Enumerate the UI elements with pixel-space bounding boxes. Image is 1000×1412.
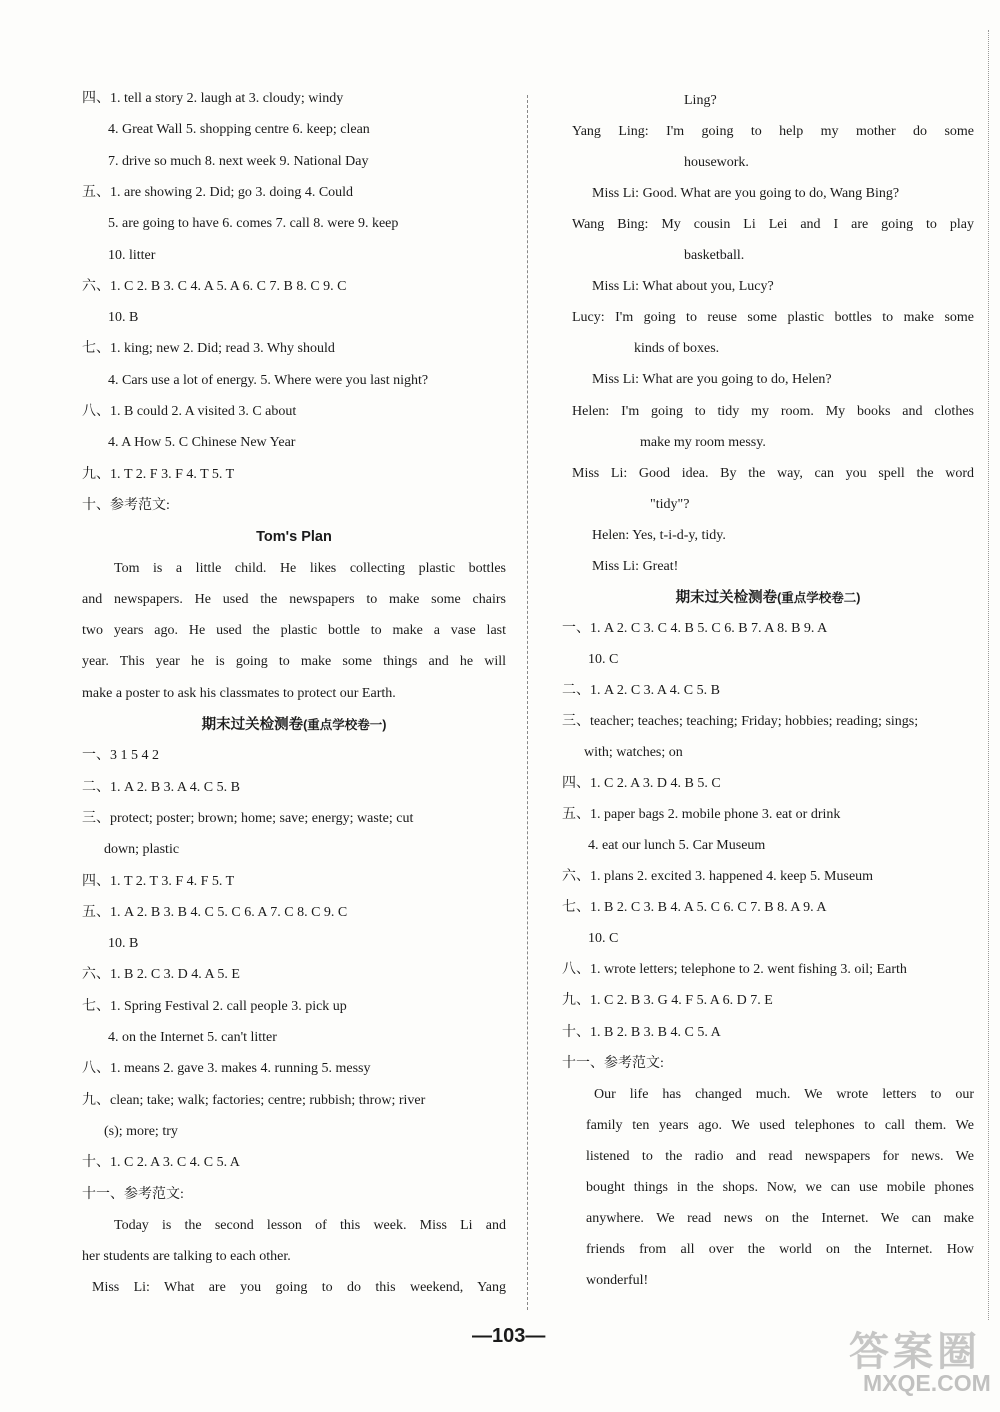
- watermark-url: MXQE.COM: [863, 1370, 991, 1396]
- essay-line: Miss Li: Good idea. By the way, can you spell the word: [572, 465, 974, 481]
- answer-line: 八、1. means 2. gave 3. makes 4. running 5. messy: [82, 1061, 371, 1077]
- answer-line: 一、1. A 2. C 3. C 4. B 5. C 6. B 7. A 8. B 9. A: [562, 620, 828, 636]
- answer-line: 四、1. T 2. T 3. F 4. F 5. T: [82, 873, 235, 889]
- answer-line: 4. on the Internet 5. can't litter: [108, 1030, 277, 1045]
- answer-line: 五、1. A 2. B 3. B 4. C 5. C 6. A 7. C 8. C 9. C: [82, 904, 348, 920]
- answer-line: 二、1. A 2. C 3. A 4. C 5. B: [562, 682, 720, 698]
- answer-line: down; plastic: [104, 842, 180, 858]
- answer-line: Miss Li: What about you, Lucy?: [592, 279, 774, 295]
- answer-line: 二、1. A 2. B 3. A 4. C 5. B: [82, 779, 240, 795]
- answer-line: 五、1. paper bags 2. mobile phone 3. eat or drink: [562, 807, 841, 823]
- answer-line: 六、1. C 2. B 3. C 4. A 5. A 6. C 7. B 8. C 9. C: [82, 278, 347, 294]
- answer-line: 八、1. B could 2. A visited 3. C about: [82, 404, 297, 419]
- answer-line: Ling?: [684, 93, 717, 108]
- essay-line: Miss Li: What are you going to do this weekend, Yang: [92, 1280, 506, 1296]
- page-number: —103—: [472, 1325, 546, 1347]
- answer-line: wonderful!: [586, 1272, 649, 1288]
- essay-line: bought things in the shops. Now, we can use mobile phones: [586, 1179, 974, 1195]
- answer-line: 5. are going to have 6. comes 7. call 8. were 9. keep: [108, 216, 399, 232]
- answer-line: Miss Li: Great!: [592, 558, 679, 574]
- section-heading: [562, 583, 974, 613]
- essay-line: Lucy: I'm going to reuse some plastic bottles to make some: [572, 310, 974, 326]
- answer-line: Miss Li: What are you going to do, Helen?: [592, 372, 832, 388]
- answer-line: 10. C: [588, 651, 619, 667]
- heading-main: 期末过关检测卷: [675, 589, 778, 606]
- section-heading: [82, 710, 506, 740]
- essay-line: Wang Bing: My cousin Li Lei and I are going to play: [572, 217, 974, 233]
- answer-line: 八、1. wrote letters; telephone to 2. went fishing 3. oil; Earth: [562, 962, 907, 978]
- answer-line: 三、protect; poster; brown; home; save; energy; waste; cut: [82, 810, 414, 826]
- answer-line: 7. drive so much 8. next week 9. National Day: [108, 153, 369, 169]
- essay-line: friends from all over the world on the Internet. How: [586, 1241, 974, 1257]
- answer-line: housework.: [684, 155, 749, 171]
- answer-line: (s); more; try: [104, 1123, 178, 1139]
- answer-line: 七、1. king; new 2. Did; read 3. Why should: [82, 341, 335, 357]
- page-edge: [988, 30, 989, 1320]
- watermark-logo: [835, 1320, 991, 1400]
- answer-line: 七、1. B 2. C 3. B 4. A 5. C 6. C 7. B 8. A 9. A: [562, 900, 827, 916]
- answer-line: 六、1. plans 2. excited 3. happened 4. keep 5. Museum: [562, 869, 874, 885]
- answer-line: 4. Great Wall 5. shopping centre 6. keep; clean: [108, 122, 370, 138]
- heading-sub: (重点学校卷一): [303, 718, 387, 732]
- heading-main: 期末过关检测卷: [201, 717, 304, 733]
- column-divider: [527, 95, 528, 1310]
- watermark-text: 答案圈: [849, 1330, 981, 1374]
- answer-line: 10. B: [108, 310, 139, 326]
- essay-line: year. This year he is going to make some things and he will: [82, 654, 506, 670]
- essay-line: Helen: I'm going to tidy my room. My books and clothes: [572, 403, 974, 419]
- essay-line: Tom is a little child. He likes collecting plastic bottles: [114, 560, 506, 576]
- answer-line: 10. C: [588, 931, 619, 947]
- answer-line: 十、参考范文:: [82, 497, 170, 513]
- answer-line: 九、1. T 2. F 3. F 4. T 5. T: [82, 466, 235, 482]
- essay-line: anywhere. We read news on the Internet. We can make: [586, 1210, 974, 1226]
- heading-sub: (重点学校卷二): [777, 590, 861, 605]
- answer-line: 五、1. are showing 2. Did; go 3. doing 4. Could: [82, 184, 354, 200]
- essay-line: her students are talking to each other.: [82, 1249, 291, 1265]
- answer-line: 九、1. C 2. B 3. G 4. F 5. A 6. D 7. E: [562, 993, 773, 1009]
- answer-line: 4. Cars use a lot of energy. 5. Where were you last night?: [108, 372, 429, 388]
- answer-line: 三、teacher; teaches; teaching; Friday; hobbies; reading; sings;: [562, 714, 919, 729]
- essay-title: Tom's Plan: [256, 529, 332, 546]
- essay-line: two years ago. He used the plastic bottle to make a vase last: [82, 623, 506, 639]
- answer-line: 10. B: [108, 936, 139, 952]
- answer-line: 四、1. C 2. A 3. D 4. B 5. C: [562, 776, 721, 792]
- answer-line: with; watches; on: [584, 745, 683, 761]
- answer-line: make my room messy.: [640, 434, 766, 450]
- essay-line: make a poster to ask his classmates to protect our Earth.: [82, 685, 396, 701]
- answer-line: 10. litter: [108, 247, 156, 263]
- essay-line: listened to the radio and read newspapers for news. We: [586, 1148, 974, 1164]
- answer-line: 六、1. B 2. C 3. D 4. A 5. E: [82, 967, 240, 983]
- essay-line: family ten years ago. We used telephones to call them. We: [586, 1117, 974, 1133]
- answer-line: basketball.: [684, 248, 745, 264]
- answer-line: kinds of boxes.: [634, 341, 720, 357]
- answer-line: 4. A How 5. C Chinese New Year: [108, 435, 296, 451]
- answer-line: 九、clean; take; walk; factories; centre; rubbish; throw; river: [82, 1092, 426, 1108]
- answer-line: 十一、参考范文:: [562, 1055, 664, 1071]
- essay-line: and newspapers. He used the newspapers to make some chairs: [82, 591, 506, 607]
- answer-line: 七、1. Spring Festival 2. call people 3. pick up: [82, 998, 347, 1014]
- answer-line: 4. eat our lunch 5. Car Museum: [588, 838, 766, 854]
- answer-line: 一、3 1 5 4 2: [82, 748, 159, 764]
- answer-line: 十一、参考范文:: [82, 1186, 184, 1202]
- answer-line: 十、1. B 2. B 3. B 4. C 5. A: [562, 1024, 721, 1040]
- essay-line: Yang Ling: I'm going to help my mother do some: [572, 124, 974, 140]
- answer-line: Helen: Yes, t-i-d-y, tidy.: [592, 527, 726, 543]
- answer-line: 四、1. tell a story 2. laugh at 3. cloudy; windy: [82, 91, 344, 106]
- answer-line: "tidy"?: [650, 496, 690, 512]
- essay-line: Today is the second lesson of this week. Miss Li and: [114, 1217, 506, 1233]
- answer-line: 十、1. C 2. A 3. C 4. C 5. A: [82, 1155, 240, 1171]
- answer-line: Miss Li: Good. What are you going to do, Wang Bing?: [592, 186, 900, 202]
- essay-line: Our life has changed much. We wrote letters to our: [594, 1086, 974, 1102]
